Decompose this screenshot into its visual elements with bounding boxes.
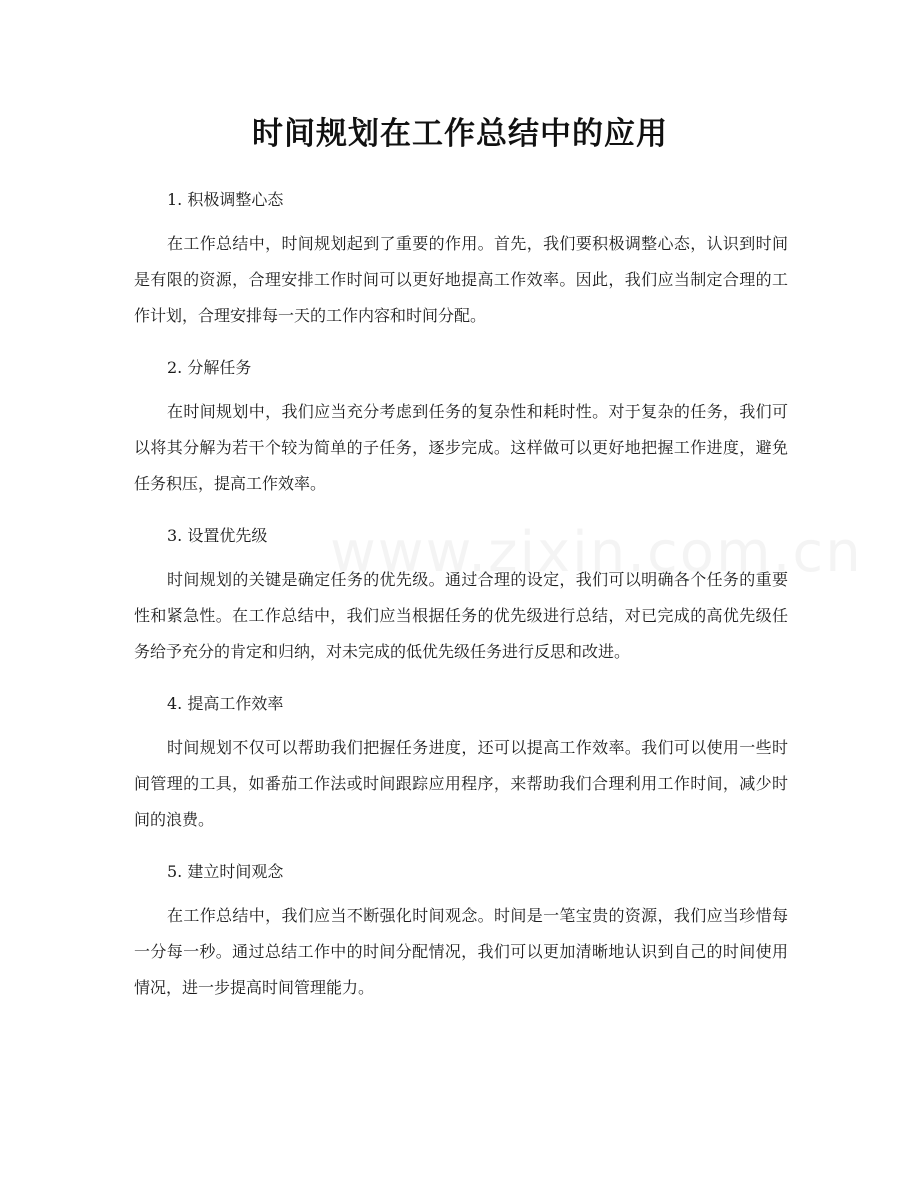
section-heading: 4. 提高工作效率 — [167, 694, 284, 713]
section-heading: 5. 建立时间观念 — [167, 862, 284, 881]
section-heading: 3. 设置优先级 — [167, 526, 268, 545]
section-2 — [134, 350, 788, 502]
section-1 — [134, 182, 788, 334]
section-4 — [134, 686, 788, 838]
section-heading: 2. 分解任务 — [167, 358, 252, 377]
document-body — [134, 182, 788, 1022]
section-paragraph: 在工作总结中，时间规划起到了重要的作用。首先，我们要积极调整心态，认识到时间是有限的资源，合理安排工作时间可以更好地提高工作效率。因此，我们应当制定合理的工作计划，合理安排每一天的工作内容和时间分配。 — [134, 234, 788, 325]
section-5 — [134, 854, 788, 1006]
section-paragraph: 在时间规划中，我们应当充分考虑到任务的复杂性和耗时性。对于复杂的任务，我们可以将其分解为若干个较为简单的子任务，逐步完成。这样做可以更好地把握工作进度，避免任务积压，提高工作效率。 — [134, 402, 788, 493]
section-heading: 1. 积极调整心态 — [167, 190, 284, 209]
section-paragraph: 时间规划的关键是确定任务的优先级。通过合理的设定，我们可以明确各个任务的重要性和紧急性。在工作总结中，我们应当根据任务的优先级进行总结，对已完成的高优先级任务给予充分的肯定和归纳，对未完成的低优先级任务进行反思和改进。 — [134, 570, 788, 661]
page-title: 时间规划在工作总结中的应用 — [252, 116, 668, 152]
section-paragraph: 时间规划不仅可以帮助我们把握任务进度，还可以提高工作效率。我们可以使用一些时间管理的工具，如番茄工作法或时间跟踪应用程序，来帮助我们合理利用工作时间，减少时间的浪费。 — [134, 738, 788, 829]
section-paragraph: 在工作总结中，我们应当不断强化时间观念。时间是一笔宝贵的资源，我们应当珍惜每一分每一秒。通过总结工作中的时间分配情况，我们可以更加清晰地认识到自己的时间使用情况，进一步提高时间管理能力。 — [134, 906, 788, 997]
section-3 — [134, 518, 788, 670]
